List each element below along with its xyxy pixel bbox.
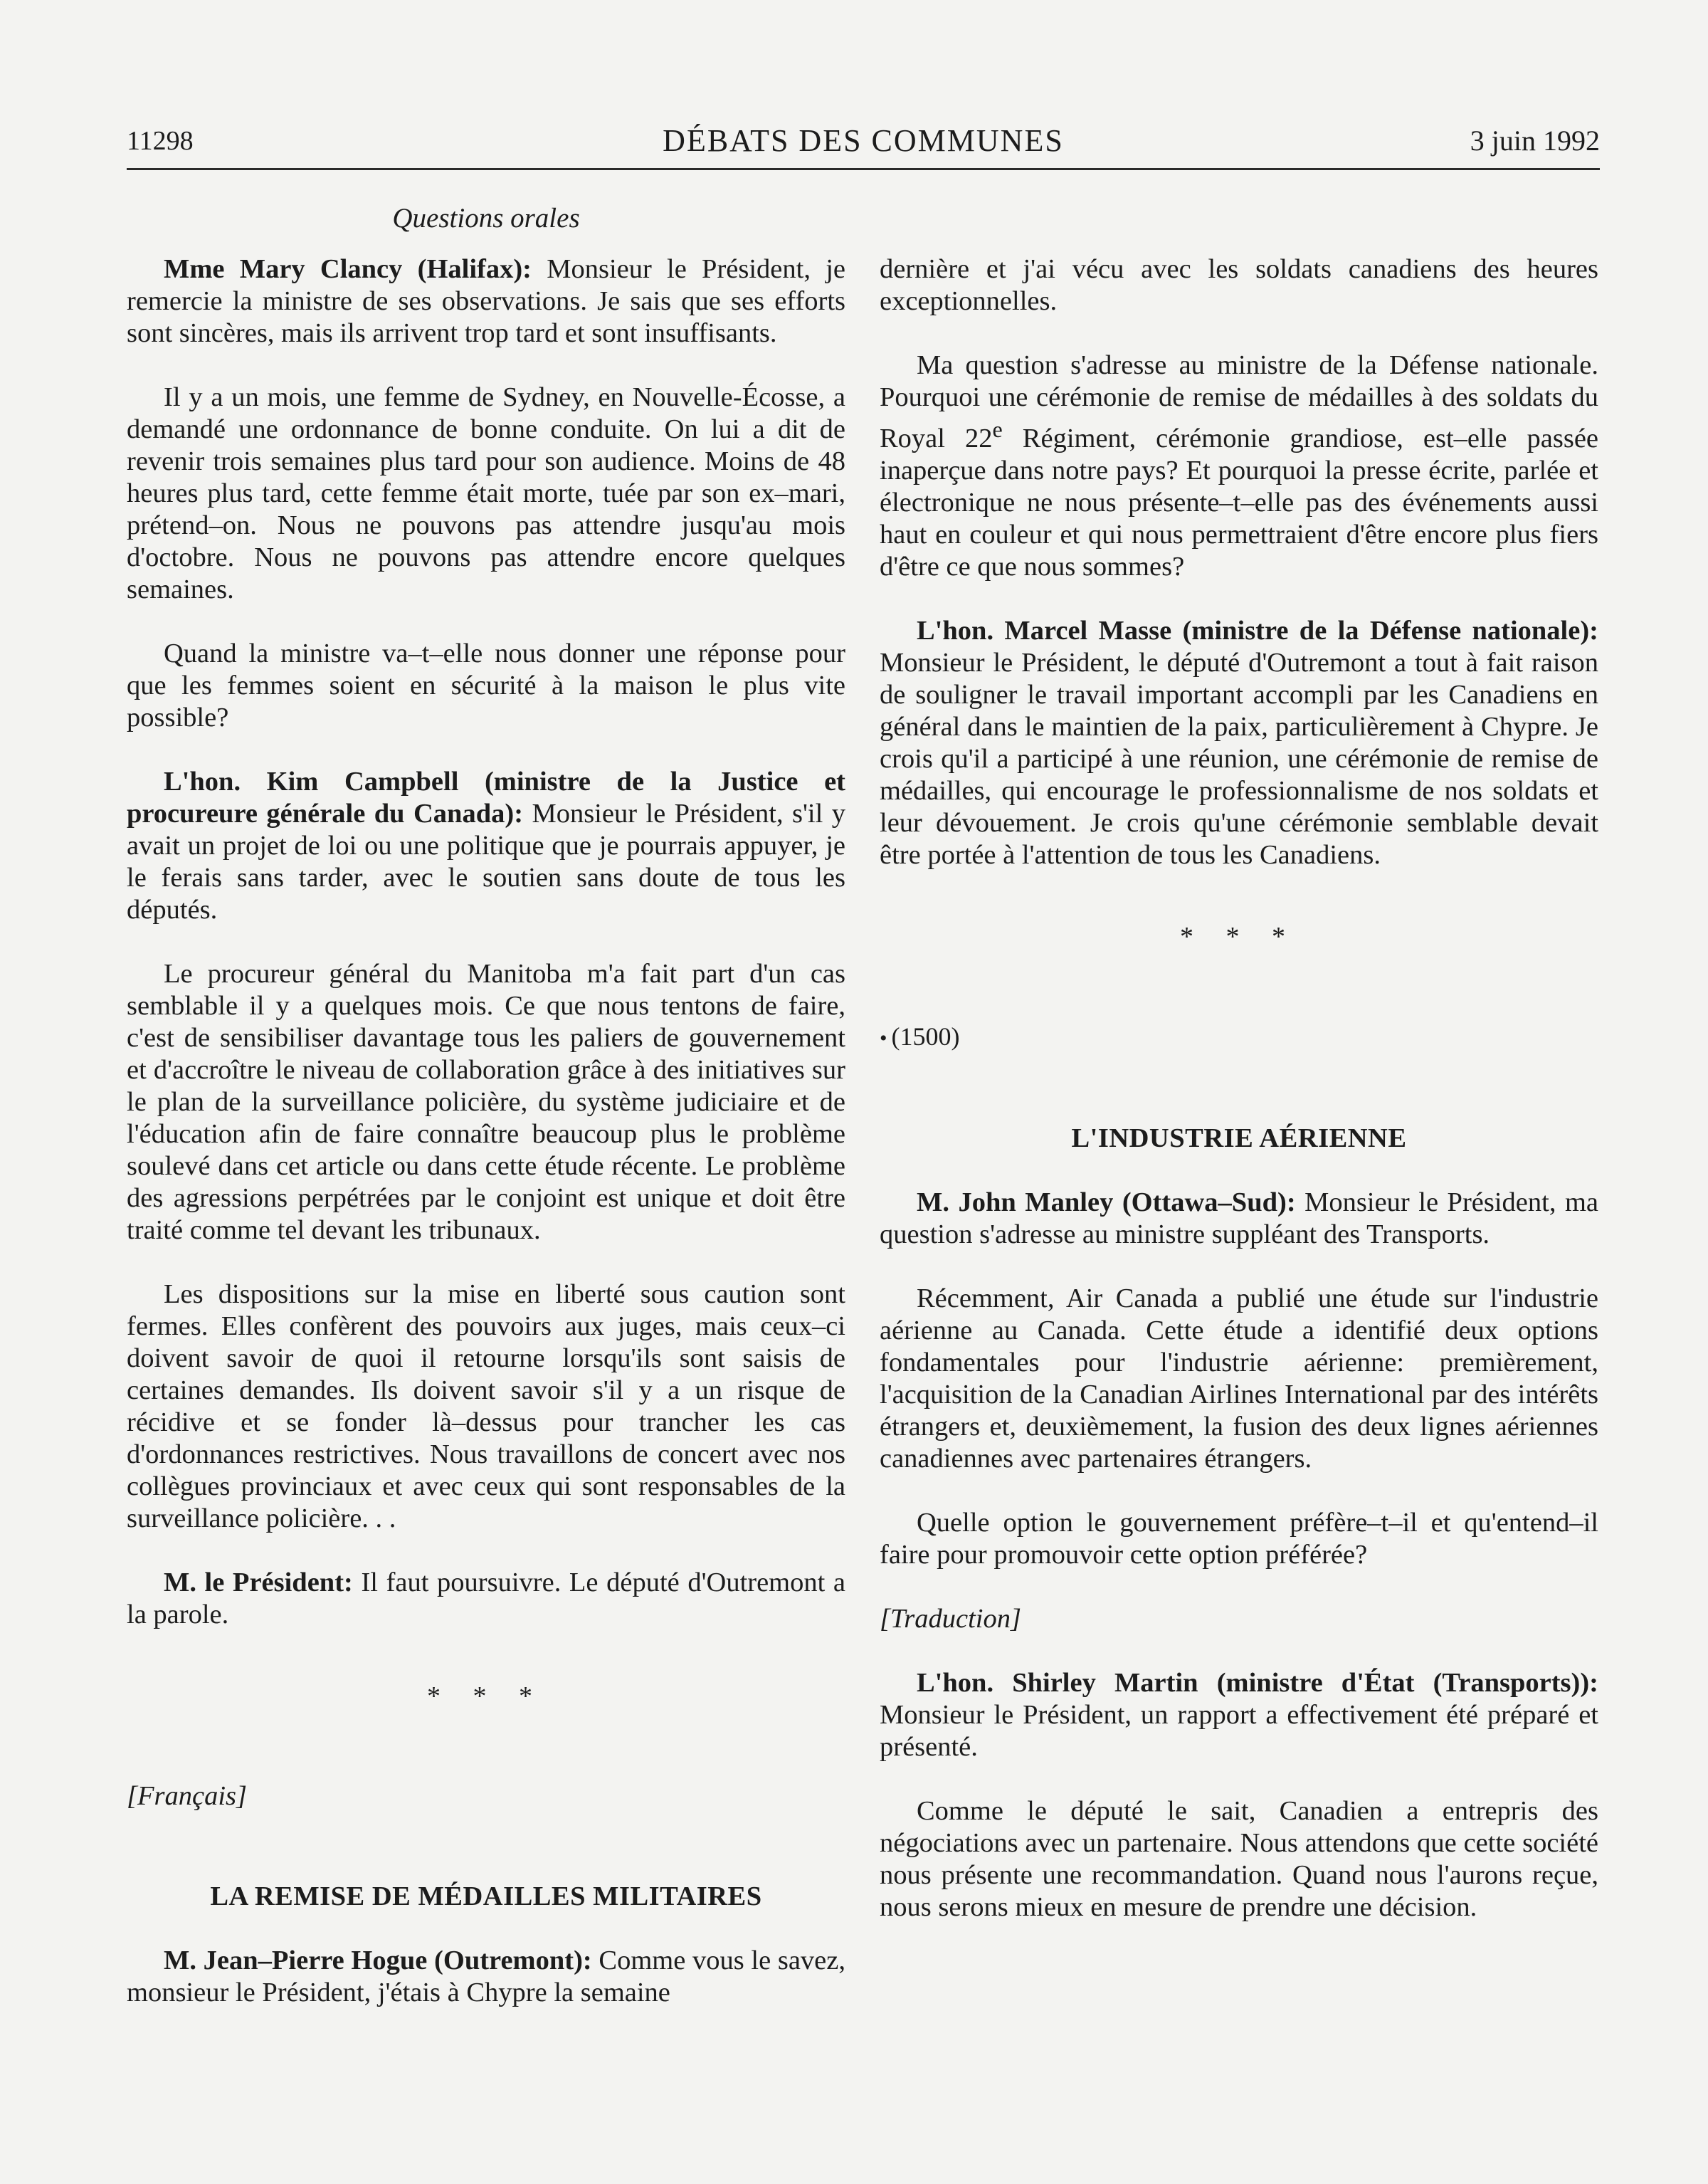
speech-text: Monsieur le Président, s'il y avait un projet de loi ou une politique que je pourrais appuyer, je le ferais sans tarder, avec le soutien sans doute de tous les députés. [127, 799, 846, 925]
section-separator: * * * [427, 1681, 545, 1711]
section-separator: * * * [1180, 921, 1298, 952]
language-marker: [Traduction] [880, 1603, 1021, 1634]
speech-text: Comme vous le savez, monsieur le Président, j'étais à Chypre la semaine [127, 1946, 845, 2007]
right-column [880, 253, 1598, 1955]
section-heading: LA REMISE DE MÉDAILLES MILITAIRES [210, 1881, 762, 1911]
speech-text: Monsieur le Président, je remercie la ministre de ses observations. Je sais que ses efforts sont sincères, mais ils arrivent trop tard et sont insuffisants. [127, 254, 845, 348]
speaker-name: L'hon. Marcel Masse (ministre de la Défense nationale): [917, 615, 1598, 646]
speaker-name: Mme Mary Clancy (Halifax): [164, 254, 532, 284]
publication-date: 3 juin 1992 [1470, 125, 1600, 157]
publication-title: DÉBATS DES COMMUNES [663, 123, 1064, 158]
paragraph: Le procureur général du Manitoba m'a fait part d'un cas semblable il y a quelques mois. Ce que nous tentons de faire, c'est de sensibiliser davantage tous les paliers de gouvernement et d'accroître le niveau de collaboration grâce à des initiatives sur le plan de la surveillance policière, du système judiciaire et de l'éducation afin de faire connaître beaucoup plus le problème soulevé dans cet article ou dans cette étude récente. Le problème des agressions perpétrées par le conjoint est unique et doit être traité comme tel devant les tribunaux. [127, 959, 845, 1245]
running-header [127, 122, 1600, 170]
language-marker: [Français] [127, 1781, 247, 1811]
paragraph: Il y a un mois, une femme de Sydney, en Nouvelle-Écosse, a demandé une ordonnance de bonne conduite. On lui a dit de revenir trois semaines plus tard pour son audience. Moins de 48 heures plus tard, cette femme était morte, tuée par son ex–mari, prétend–on. Nous ne pouvons pas attendre jusqu'au mois d'octobre. Nous ne pouvons pas attendre encore quelques semaines. [127, 382, 845, 604]
speaker-name: L'hon. Shirley Martin (ministre d'État (Transports)): [917, 1667, 1598, 1698]
paragraph: Quelle option le gouvernement préfère–t–il et qu'entend–il faire pour promouvoir cette option préférée? [880, 1507, 1598, 1570]
paragraph [880, 615, 1598, 871]
time-marker [880, 1021, 1598, 1054]
time-text: (1500) [891, 1022, 960, 1051]
section-heading: L'INDUSTRIE AÉRIENNE [1071, 1123, 1407, 1153]
speaker-name: M. Jean–Pierre Hogue (Outremont): [164, 1946, 592, 1975]
paragraph [127, 766, 845, 926]
speech-text: Ma question s'adresse au ministre de la Défense nationale. Pourquoi une cérémonie de remise de médailles à des soldats du Royal 22 [880, 350, 1598, 453]
paragraph: Quand la ministre va–t–elle nous donner une réponse pour que les femmes soient en sécurité à la maison le plus vite possible? [127, 639, 845, 733]
paragraph [127, 253, 845, 350]
speaker-name: L'hon. Kim Campbell (ministre de la Justice et procureure générale du Canada): [127, 767, 845, 829]
paragraph: Comme le député le sait, Canadien a entrepris des négociations avec un partenaire. Nous attendons que cette société nous présente une recommandation. Quand nous l'aurons reçue, nous serons mieux en mesure de prendre une décision. [880, 1795, 1598, 1922]
left-column [127, 253, 845, 2041]
paragraph: dernière et j'ai vécu avec les soldats canadiens des heures exceptionnelles. [880, 254, 1598, 316]
paragraph [127, 1945, 845, 2009]
paragraph [880, 1187, 1598, 1251]
speech-text: Monsieur le Président, le député d'Outremont a tout à fait raison de souligner le travail important accompli par les Canadiens en général dans le maintien de la paix, particulièrement à Chypre. Je crois qu'il a participé à une réunion, une cérémonie de remise de médailles, qui encourage le professionnalisme de nos soldats et leur dévouement. Je crois qu'une cérémonie semblable devait être portée à l'attention de tous les Canadiens. [880, 647, 1598, 870]
paragraph: Les dispositions sur la mise en liberté sous caution sont fermes. Elles confèrent des pouvoirs aux juges, mais ceux–ci doivent savoir de quoi il retourne lorsqu'ils sont saisis de certaines demandes. Ils doivent savoir s'il y a un risque de récidive et se fonder là–dessus pour trancher les cas d'ordonnances restrictives. Nous travaillons de concert avec nos collègues provinciaux et avec ceux qui sont responsables de la surveillance policière. . . [127, 1279, 845, 1533]
bullet-icon: • [880, 1026, 887, 1050]
speaker-name: M. le Président: [164, 1568, 353, 1597]
speaker-name: M. John Manley (Ottawa–Sud): [917, 1187, 1296, 1217]
paragraph [880, 350, 1598, 583]
speech-text: Monsieur le Président, ma question s'adresse au ministre suppléant des Transports. [880, 1187, 1598, 1249]
speech-text: Monsieur le Président, un rapport a effectivement été préparé et présenté. [880, 1699, 1598, 1762]
superscript: e [992, 416, 1003, 442]
paragraph: Récemment, Air Canada a publié une étude sur l'industrie aérienne au Canada. Cette étude a identifié deux options fondamentales pour l'industrie aérienne: premièrement, l'acquisition de la Canadian Airlines International par des intérêts étrangers et, deuxièmement, la fusion des deux lignes aériennes canadiennes avec partenaires étrangers. [880, 1283, 1598, 1474]
speech-text: Régiment, cérémonie grandiose, est–elle passée inaperçue dans notre pays? Et pourquoi la presse écrite, parlée et électronique ne nous présente–t–elle pas des événements aussi haut en couleur et qui nous permettraient d'être encore plus fiers d'être ce que nous sommes? [880, 423, 1598, 582]
paragraph [880, 1667, 1598, 1763]
section-subheader: Questions orales [392, 203, 580, 233]
page-number: 11298 [127, 126, 194, 156]
speech-text: Il faut poursuivre. Le député d'Outremont a la parole. [127, 1568, 845, 1629]
paragraph [127, 1567, 845, 1631]
